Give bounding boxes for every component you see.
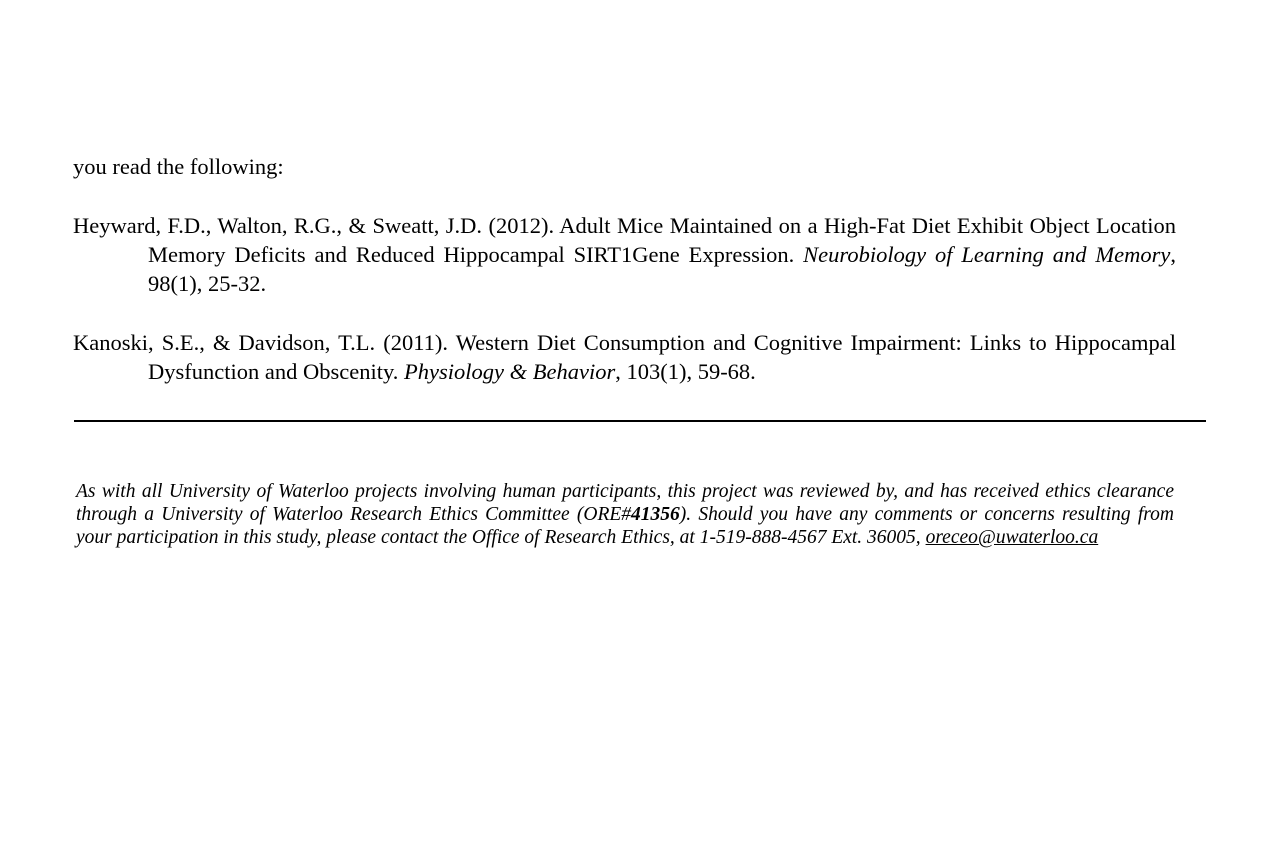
reference-journal: Neurobiology of Learning and Memory <box>803 242 1171 267</box>
reference-volume-pages: , 103(1), 59-68. <box>615 359 756 384</box>
section-divider <box>74 420 1206 422</box>
ethics-notice <box>76 480 1174 549</box>
reference-volume-pages: , 98(1), 25-32. <box>148 242 1176 296</box>
reference-kanoski-2011 <box>73 328 1176 386</box>
reference-citation: Kanoski, S.E., & Davidson, T.L. (2011). Western Diet Consumption and Cognitive Impairment: Links to Hippocampal Dysfunction and Obscenity. <box>73 330 1176 384</box>
intro-text: you read the following: <box>73 154 284 179</box>
reference-heyward-2012 <box>73 211 1176 298</box>
ore-number: 41356 <box>631 504 680 525</box>
ethics-email-link[interactable]: oreceo@uwaterloo.ca <box>925 527 1099 548</box>
ethics-text-after: ). Should you have any comments or concerns resulting from your participation in this study, please contact the Office of Research Ethics, at 1-519-888-4567 Ext. 36005, <box>76 504 1174 548</box>
reference-citation: Heyward, F.D., Walton, R.G., & Sweatt, J.D. (2012). Adult Mice Maintained on a High-Fat Diet Exhibit Object Location Memory Deficits and Reduced Hippocampal SIRT1Gene Expression. <box>73 213 1176 267</box>
reference-journal: Physiology & Behavior <box>404 359 616 384</box>
ethics-text-before: As with all University of Waterloo projects involving human participants, this project was reviewed by, and has received ethics clearance through a University of Waterloo Research Ethics Committee (ORE# <box>76 481 1174 525</box>
